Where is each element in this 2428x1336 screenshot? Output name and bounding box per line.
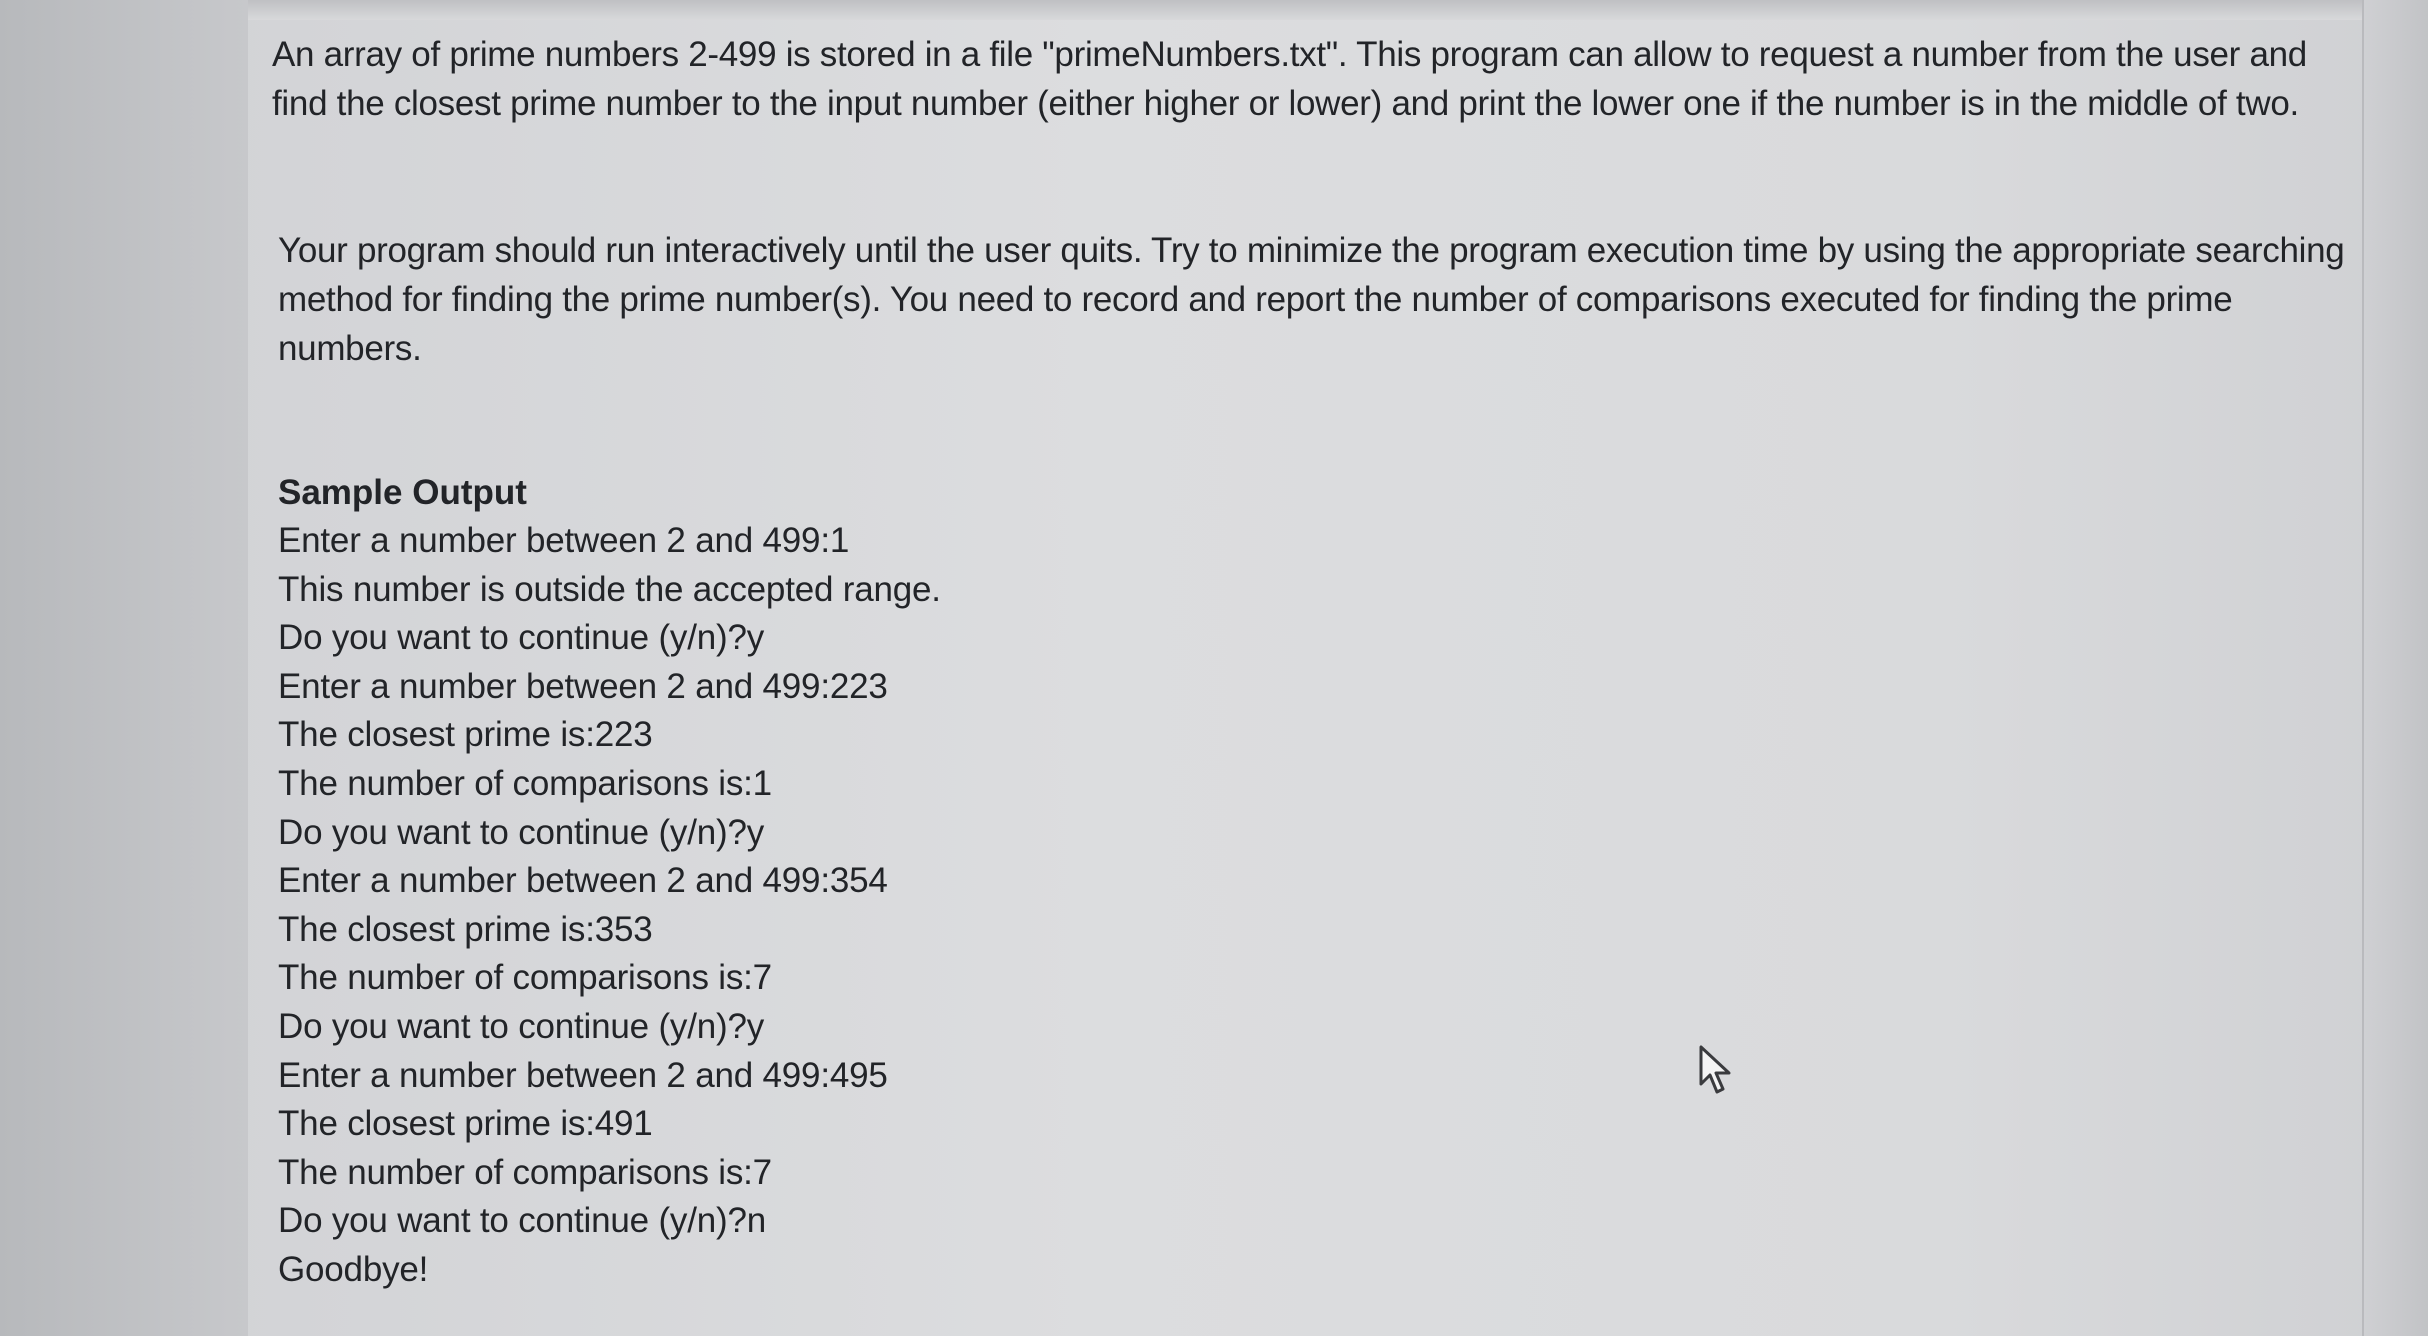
output-line: Do you want to continue (y/n)?y xyxy=(278,1006,765,1046)
output-line: Enter a number between 2 and 499:354 xyxy=(278,861,888,901)
output-line: The closest prime is:353 xyxy=(278,909,653,949)
output-line: Do you want to continue (y/n)?n xyxy=(278,1201,766,1241)
right-margin xyxy=(2362,0,2428,1336)
output-line: This number is outside the accepted range. xyxy=(278,569,941,609)
output-line: The number of comparisons is:7 xyxy=(278,958,772,998)
output-line: Enter a number between 2 and 499:495 xyxy=(278,1055,888,1095)
output-line: The closest prime is:491 xyxy=(278,1104,653,1144)
arrow-pointer-icon xyxy=(1698,1044,1734,1096)
sample-output xyxy=(278,468,1178,1295)
output-line: The number of comparisons is:7 xyxy=(278,1152,772,1192)
output-line: The closest prime is:223 xyxy=(278,715,653,755)
output-line: Goodbye! xyxy=(278,1249,429,1289)
problem-description: An array of prime numbers 2-499 is stored in a file "primeNumbers.txt". This program can allow to request a number from the user and find the closest prime number to the input number (either higher or lower) and print the lower one if the number is in the middle of two. xyxy=(272,35,2307,123)
output-line: The number of comparisons is:1 xyxy=(278,763,772,803)
output-line: Do you want to continue (y/n)?y xyxy=(278,812,765,852)
sample-output-heading: Sample Output xyxy=(278,473,527,512)
program-requirements: Your program should run interactively until the user quits. Try to minimize the program execution time by using the appropriate searching method for finding the prime number(s). You need to record and report the number of comparisons executed for finding the prime numbers. xyxy=(278,231,2345,368)
left-margin xyxy=(0,0,248,1336)
top-bar xyxy=(0,0,2428,20)
output-line: Enter a number between 2 and 499:223 xyxy=(278,666,888,706)
output-line: Enter a number between 2 and 499:1 xyxy=(278,521,850,560)
output-line: Do you want to continue (y/n)?y xyxy=(278,618,765,658)
